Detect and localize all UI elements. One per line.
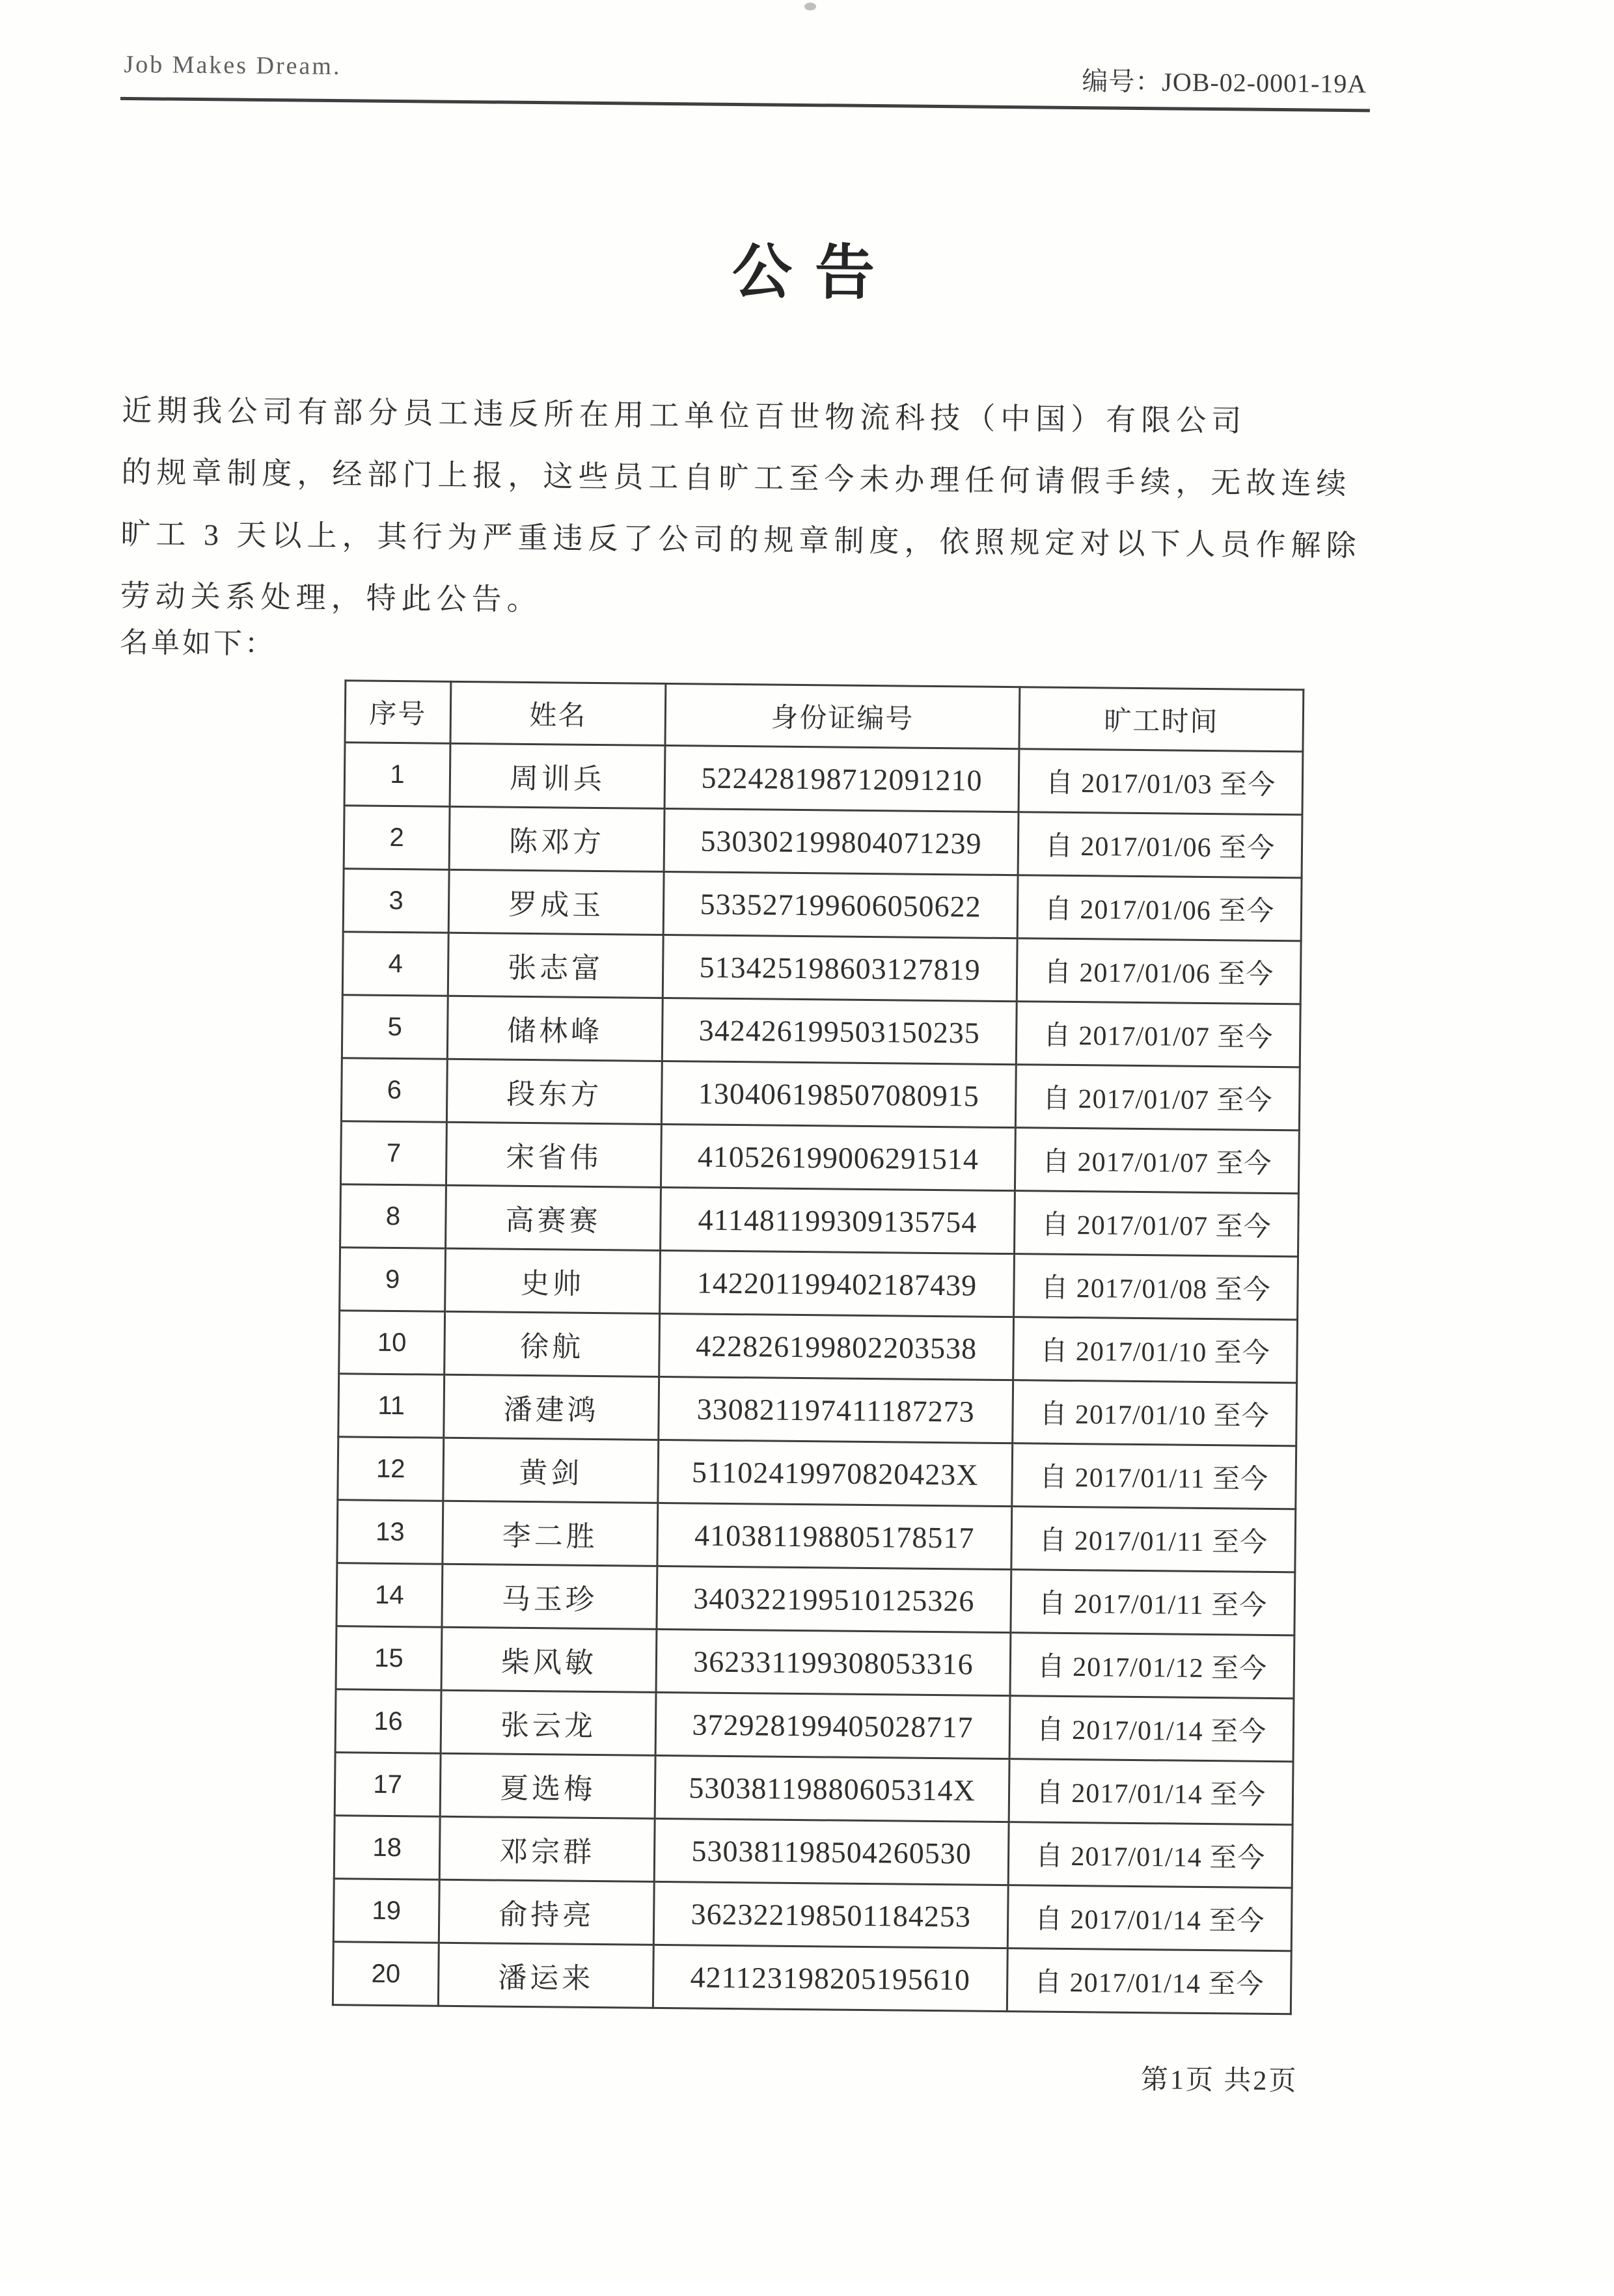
table-row — [334, 1816, 1293, 1888]
cell-name: 夏选梅 — [440, 1753, 655, 1818]
header-divider — [120, 97, 1370, 112]
cell-absence-period: 自 2017/01/14 至今 — [1009, 1759, 1293, 1825]
cell-index: 1 — [344, 743, 450, 807]
document-number: 编号：JOB-02-0001-19A — [1082, 66, 1367, 99]
cell-name: 潘运来 — [438, 1943, 653, 2008]
cell-name: 李二胜 — [443, 1501, 658, 1566]
cell-index: 15 — [336, 1626, 442, 1691]
cell-id-number: 130406198507080915 — [661, 1061, 1016, 1127]
table-row — [338, 1437, 1296, 1509]
cell-absence-period: 自 2017/01/06 至今 — [1017, 875, 1302, 941]
cell-id-number: 342426199503150235 — [662, 998, 1017, 1064]
cell-absence-period: 自 2017/01/07 至今 — [1015, 1065, 1300, 1130]
table-row — [335, 1689, 1294, 1762]
table-header — [345, 681, 1304, 752]
cell-id-number: 411481199309135754 — [661, 1187, 1015, 1253]
table-row — [344, 806, 1302, 878]
cell-name: 储林峰 — [447, 996, 663, 1061]
cell-id-number: 53038119880605314X — [655, 1755, 1009, 1822]
cell-index: 13 — [337, 1500, 443, 1565]
cell-name: 潘建鸿 — [444, 1374, 659, 1440]
cell-id-number: 513425198603127819 — [663, 935, 1017, 1001]
cell-absence-period: 自 2017/01/11 至今 — [1011, 1570, 1295, 1635]
cell-id-number: 142201199402187439 — [660, 1250, 1015, 1317]
table-row — [338, 1374, 1297, 1446]
cell-id-number: 362331199308053316 — [656, 1629, 1011, 1695]
cell-absence-period: 自 2017/01/07 至今 — [1016, 1002, 1300, 1067]
column-header-period: 旷工时间 — [1019, 687, 1304, 752]
list-intro: 名单如下： — [119, 626, 277, 661]
table-row — [340, 1121, 1299, 1194]
table-row — [339, 1311, 1298, 1383]
cell-id-number: 522428198712091210 — [664, 745, 1019, 812]
cell-id-number: 340322199510125326 — [657, 1566, 1011, 1632]
cell-id-number: 421123198205195610 — [653, 1945, 1007, 2011]
cell-name: 徐航 — [445, 1311, 660, 1376]
cell-name: 邓宗群 — [439, 1816, 655, 1881]
cell-index: 4 — [342, 932, 448, 996]
cell-absence-period: 自 2017/01/07 至今 — [1015, 1191, 1299, 1257]
cell-index: 5 — [342, 995, 448, 1059]
column-header-name: 姓名 — [450, 681, 666, 745]
cell-index: 6 — [341, 1058, 447, 1123]
cell-absence-period: 自 2017/01/11 至今 — [1011, 1507, 1296, 1572]
cell-absence-period: 自 2017/01/07 至今 — [1015, 1128, 1299, 1194]
table-row — [341, 1058, 1300, 1130]
page-footer: 第1页 共2页 — [1140, 2065, 1298, 2097]
cell-absence-period: 自 2017/01/10 至今 — [1013, 1317, 1298, 1383]
cell-absence-period: 自 2017/01/06 至今 — [1017, 938, 1301, 1004]
cell-index: 2 — [344, 806, 450, 870]
cell-index: 14 — [336, 1563, 443, 1628]
cell-name: 陈邓方 — [449, 806, 664, 871]
paragraph-line: 近期我公司有部分员工违反所在用工单位百世物流科技（中国）有限公司 — [122, 393, 1247, 438]
table-row — [337, 1500, 1296, 1572]
cell-index: 9 — [340, 1248, 446, 1312]
cell-name: 柴风敏 — [441, 1627, 657, 1692]
cell-index: 8 — [340, 1184, 446, 1249]
cell-index: 18 — [334, 1816, 440, 1880]
cell-id-number: 51102419970820423X — [658, 1440, 1013, 1506]
cell-name: 段东方 — [446, 1059, 662, 1124]
cell-index: 16 — [335, 1689, 441, 1754]
brand-slogan: Job Makes Dream. — [124, 50, 342, 81]
cell-absence-period: 自 2017/01/03 至今 — [1019, 749, 1303, 815]
cell-name: 史帅 — [445, 1248, 661, 1313]
cell-name: 俞持亮 — [439, 1879, 654, 1945]
table-row — [335, 1753, 1293, 1825]
cell-id-number: 530381198504260530 — [654, 1818, 1009, 1885]
paragraph-line: 劳动关系处理，特此公告。 — [120, 579, 542, 617]
cell-absence-period: 自 2017/01/11 至今 — [1012, 1443, 1296, 1509]
cell-name: 罗成玉 — [448, 869, 664, 935]
cell-name: 马玉珍 — [442, 1564, 657, 1629]
cell-absence-period: 自 2017/01/10 至今 — [1013, 1380, 1297, 1446]
column-header-index: 序号 — [345, 681, 451, 744]
cell-index: 3 — [343, 869, 449, 933]
table-body — [333, 743, 1303, 2014]
table-row — [343, 869, 1302, 941]
cell-index: 12 — [338, 1437, 444, 1501]
cell-name: 张志富 — [448, 933, 663, 998]
column-header-id: 身份证编号 — [665, 683, 1020, 748]
page-title: 公 告 — [732, 238, 879, 307]
cell-id-number: 410381198805178517 — [657, 1503, 1012, 1569]
table-row — [344, 743, 1303, 815]
cell-index: 7 — [340, 1121, 446, 1186]
paragraph-line: 旷工 3 天以上，其行为严重违反了公司的规章制度，依照规定对以下人员作解除 — [120, 517, 1361, 563]
dismissal-roster-table — [332, 679, 1304, 2015]
cell-absence-period: 自 2017/01/12 至今 — [1010, 1633, 1294, 1699]
announcement-paragraph — [120, 379, 1369, 638]
cell-name: 高赛赛 — [446, 1185, 661, 1250]
cell-absence-period: 自 2017/01/06 至今 — [1018, 812, 1302, 878]
cell-absence-period: 自 2017/01/14 至今 — [1007, 1948, 1291, 2014]
cell-id-number: 422826199802203538 — [659, 1313, 1014, 1380]
cell-id-number: 410526199006291514 — [661, 1124, 1015, 1190]
cell-index: 17 — [335, 1753, 441, 1817]
table-row — [340, 1248, 1298, 1320]
table-row — [333, 1879, 1292, 1951]
cell-absence-period: 自 2017/01/14 至今 — [1007, 1885, 1292, 1951]
cell-name: 周训兵 — [450, 743, 665, 808]
cell-index: 10 — [339, 1311, 445, 1375]
cell-absence-period: 自 2017/01/08 至今 — [1014, 1254, 1298, 1320]
cell-index: 20 — [333, 1942, 439, 2006]
table-header-row — [345, 681, 1304, 752]
cell-id-number: 362322198501184253 — [653, 1881, 1008, 1948]
table-row — [336, 1563, 1295, 1635]
table-row — [342, 995, 1300, 1067]
cell-absence-period: 自 2017/01/14 至今 — [1008, 1822, 1293, 1888]
cell-id-number: 330821197411187273 — [659, 1376, 1013, 1443]
table-row — [333, 1942, 1291, 2014]
paragraph-line: 的规章制度，经部门上报，这些员工自旷工至今未办理任何请假手续，无故连续 — [121, 455, 1352, 501]
cell-index: 11 — [338, 1374, 445, 1438]
cell-id-number: 372928199405028717 — [655, 1692, 1010, 1758]
cell-id-number: 530302199804071239 — [664, 808, 1019, 875]
table-row — [336, 1626, 1294, 1699]
cell-id-number: 533527199606050622 — [663, 871, 1018, 938]
cell-name: 张云龙 — [441, 1690, 656, 1755]
table-row — [340, 1184, 1299, 1257]
cell-index: 19 — [333, 1879, 439, 1943]
table-row — [342, 932, 1301, 1004]
cell-name: 黄剑 — [443, 1438, 659, 1503]
cell-absence-period: 自 2017/01/14 至今 — [1009, 1696, 1294, 1762]
cell-name: 宋省伟 — [446, 1122, 661, 1187]
